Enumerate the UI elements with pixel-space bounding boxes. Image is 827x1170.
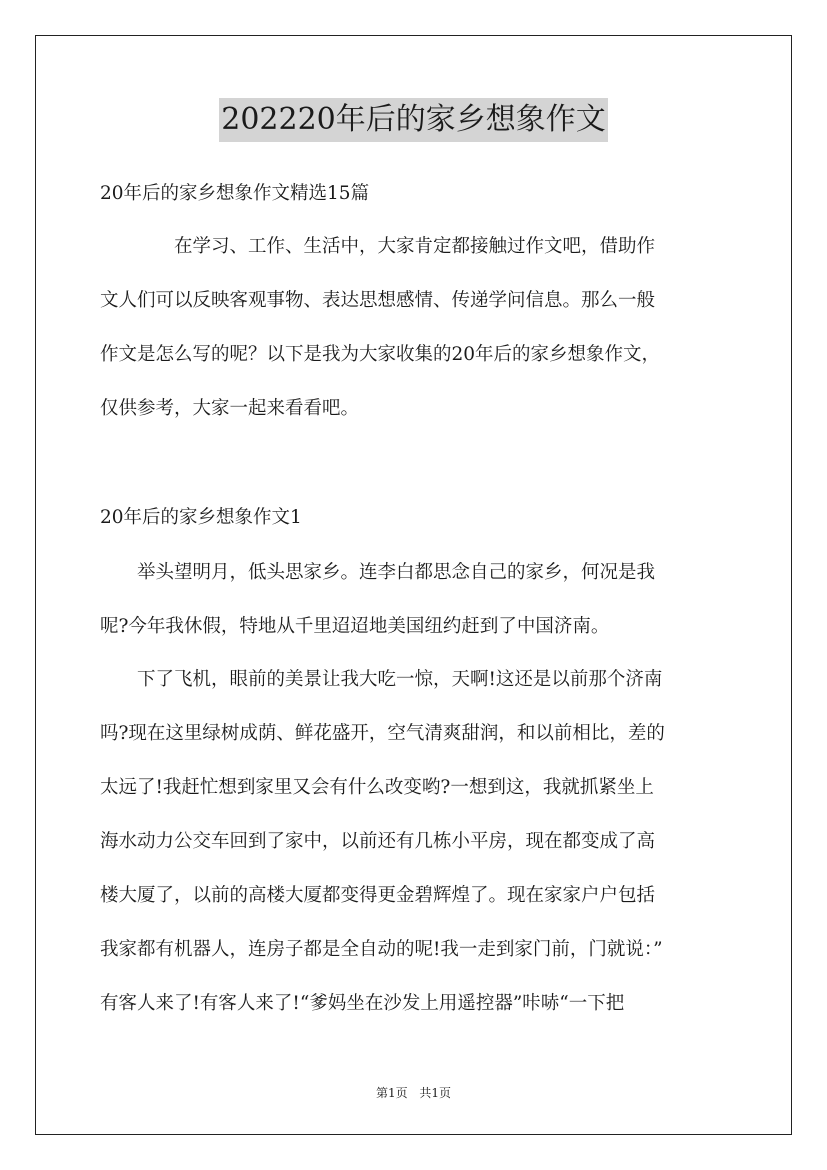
document-title-wrap bbox=[0, 98, 827, 142]
paragraph-line: 举头望明月，低头思家乡。连李白都思念自己的家乡，何况是我 bbox=[100, 562, 656, 583]
paragraph-line: 有客人来了!有客人来了!“爹妈坐在沙发上用遥控器”咔哧“一下把 bbox=[100, 993, 625, 1014]
subtitle-text: 20年后的家乡想象作文精选15篇 bbox=[100, 183, 370, 204]
page-number-total: 共1页 bbox=[419, 1086, 452, 1100]
paragraph-line: 吗?现在这里绿树成荫、鲜花盛开，空气清爽甜润，和以前相比，差的 bbox=[100, 723, 665, 744]
paragraph-line: 下了飞机，眼前的美景让我大吃一惊，天啊!这还是以前那个济南 bbox=[100, 669, 663, 690]
intro-line: 仅供参考，大家一起来看看吧。 bbox=[100, 398, 360, 419]
paragraph-line: 太远了!我赶忙想到家里又会有什么改变哟?一想到这，我就抓紧坐上 bbox=[100, 777, 654, 798]
paragraph-line: 楼大厦了，以前的高楼大厦都变得更金碧辉煌了。现在家家户户包括 bbox=[100, 885, 656, 906]
page-number-current: 第1页 bbox=[375, 1086, 408, 1100]
document-title: 202220年后的家乡想象作文 bbox=[219, 98, 608, 142]
intro-line: 在学习、工作、生活中，大家肯定都接触过作文吧，借助作 bbox=[100, 236, 656, 257]
section-heading bbox=[100, 491, 736, 545]
section-heading-text: 20年后的家乡想象作文1 bbox=[100, 507, 302, 528]
paragraph-line: 海水动力公交车回到了家中，以前还有几栋小平房，现在都变成了高 bbox=[100, 831, 656, 852]
paragraph-line: 我家都有机器人，连房子都是全自动的呢!我一走到家门前，门就说：” bbox=[100, 939, 663, 960]
page-footer bbox=[0, 1084, 827, 1102]
intro-paragraph bbox=[100, 220, 736, 436]
paragraph-1 bbox=[100, 546, 736, 654]
paragraph-2 bbox=[100, 653, 736, 1031]
subtitle bbox=[100, 167, 736, 221]
intro-line: 文人们可以反映客观事物、表达思想感情、传递学问信息。那么一般 bbox=[100, 290, 656, 311]
intro-line: 作文是怎么写的呢？以下是我为大家收集的20年后的家乡想象作文， bbox=[100, 344, 661, 365]
paragraph-line: 呢?今年我休假，特地从千里迢迢地美国纽约赶到了中国济南。 bbox=[100, 616, 610, 637]
